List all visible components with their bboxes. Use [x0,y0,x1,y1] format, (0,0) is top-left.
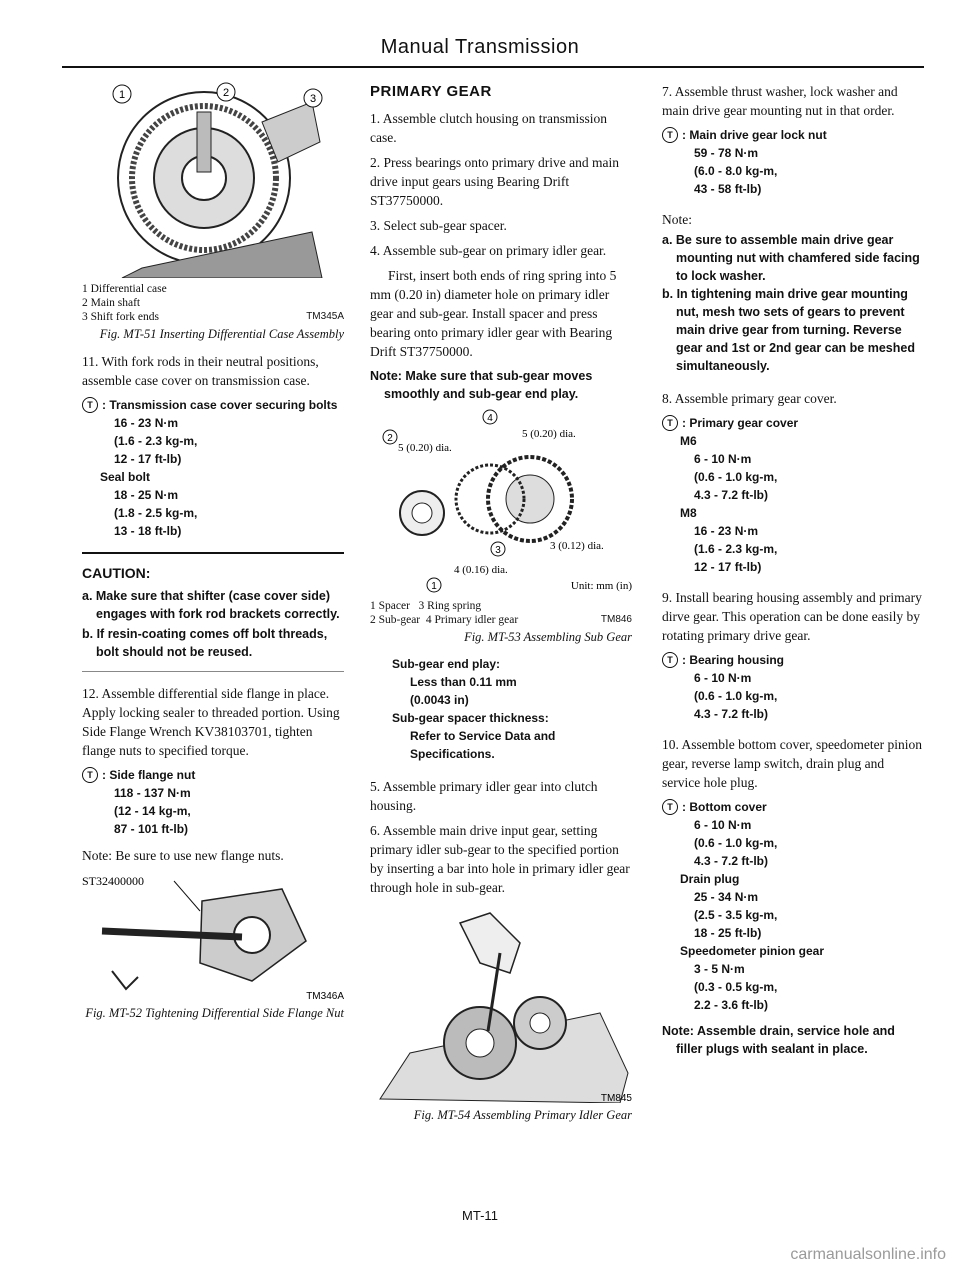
torque-icon: T [662,415,678,431]
callout-2: 2 [222,87,230,99]
legend-item: 1 Differential case [82,283,167,295]
dim-label: 3 (0.12) dia. [550,540,604,552]
figure-caption: Fig. MT-53 Assembling Sub Gear [464,630,632,644]
torque-spec: T : Bearing housing [662,651,924,669]
callout-3: 3 [495,545,501,556]
differential-case-illustration [82,82,344,278]
figure-legend [82,282,344,324]
figure-code: TM345A [306,311,344,322]
flange-wrench-illustration [82,871,344,1001]
figure-code: TM845 [600,1093,632,1103]
torque-spec: T : Main drive gear lock nut [662,126,924,144]
torque-spec: T : Transmission case cover securing bolts [82,396,344,414]
callout-1: 1 [431,581,437,592]
column-right: 7. Assemble thrust washer, lock washer and main drive gear mounting nut in that order. T : Main drive gear lock nut 59 - 78 N·m (6.0 - 8.0 kg-m, 43 - 58 ft-lb) Note: a. Be sure to assemble main drive gear mounting nut with chamfered side facing to lock washer. b. In tightening main drive gear mounting nut, mesh two sets of gears to prevent main drive gear from turning. Reverse gear and 1st or 2nd gear can be meshed simultaneously. 8. Assemble primary gear cover. T : Primary gear cover M6 6 - 10 N·m (0.6 - 1.0 kg-m, 4.3 - 7.2 ft-lb) M8 16 - 23 N·m (1.6 - 2.3 kg-m, 12 - 17 ft-lb) 9. Install bearing housing assembly and primary dirve gear. This operation can be done easily by rotating primary drive gear. T : Bearing housing 6 - 10 N·m (0.6 - 1.0 kg-m, 4.3 - 7.2 ft-lb) 10. Assemble bottom cover, speedometer pinion gear, reverse lamp switch, drain plug and service hole plug. T : Bottom cover 6 - 10 N·m (0.6 - 1.0 kg-m, 4.3 - 7.2 ft-lb) Drain plug 25 - 34 N·m (2.5 - 3.5 kg-m, 18 - 25 ft-lb) Speedometer pinion gear 3 - 5 N·m (0.3 - 0.5 kg-m, 2.2 - 3.6 ft-lb) Note: Assemble drain, service hole and filler plugs with sealant in place. [662,84,923,1056]
header-rule [62,66,924,68]
figure-mt-52 [82,871,344,1001]
dim-label: 4 (0.16) dia. [454,564,508,576]
torque-icon: T [82,767,98,783]
figure-mt-53 [370,409,632,595]
note-title: Note: [662,212,692,227]
step-2: 2. Press bearings onto primary drive and main drive input gears using Bearing Drift ST37750000. [370,155,619,208]
final-note: Note: Assemble drain, service hole and filler plugs with sealant in place. [662,1024,895,1056]
step-4-detail: First, insert both ends of ring spring into 5 mm (0.20 in) diameter hole on primary idler gear and sub-gear. Install spacer and press bearing onto primary idler gear with Bearing Drift ST37750000. [370,268,617,359]
sub-gear-illustration [370,409,632,595]
figure-caption: Fig. MT-52 Tightening Differential Side Flange Nut [85,1006,344,1020]
figure-caption: Fig. MT-51 Inserting Differential Case Assembly [99,327,344,341]
divider [82,671,344,672]
caution-rule [82,552,344,554]
torque-icon: T [82,397,98,413]
torque-spec: T : Primary gear cover [662,414,924,432]
callout-4: 4 [487,413,493,424]
step-9: 9. Install bearing housing assembly and primary dirve gear. This operation can be done easily by rotating primary drive gear. [662,590,922,643]
legend-item: 2 Main shaft [82,297,141,309]
step-12: 12. Assemble differential side flange in place. Apply locking sealer to threaded portion. Using Side Flange Wrench KV38103701, tighten flange nuts to specified torque. [82,686,340,758]
step-11: 11. With fork rods in their neutral positions, assemble case cover on transmission case. [82,354,319,388]
figure-caption: Fig. MT-54 Assembling Primary Idler Gear [413,1108,632,1122]
dim-label: 5 (0.20) dia. [522,428,576,440]
figure-mt-54 [370,903,632,1103]
sub-gear-spec: Sub-gear end play: Less than 0.11 mm (0.0043 in) Sub-gear spacer thickness: Refer to Service Data and Specifications. [392,657,556,761]
legend-item: 3 Shift fork ends [82,311,159,323]
column-middle [370,82,632,1133]
figure-code: TM346A [306,991,344,1001]
step-8: 8. Assemble primary gear cover. [662,391,837,406]
torque-icon: T [662,799,678,815]
torque-spec: T : Bottom cover [662,798,924,816]
note: Note: Make sure that sub-gear moves smoothly and sub-gear end play. [370,369,593,401]
figure-mt-51 [82,82,344,278]
tool-label: ST32400000 [82,874,145,888]
primary-idler-illustration [370,903,632,1103]
step-10: 10. Assemble bottom cover, speedometer pinion gear, reverse lamp switch, drain plug and service hole plug. [662,737,923,790]
caution-item: a. Make sure that shifter (case cover side) engages with fork rod brackets correctly. [82,589,340,621]
callout-1: 1 [118,89,126,101]
step-1: 1. Assemble clutch housing on transmission case. [370,111,607,145]
watermark: carmanualsonline.info [790,1246,946,1263]
torque-icon: T [662,652,678,668]
step-6: 6. Assemble main drive input gear, setting primary idler sub-gear to the specified portion by inserting a bar into hole in primary idler gear through hole in sub-gear. [370,823,630,895]
dim-label: 5 (0.20) dia. [398,442,452,454]
caution-item: b. If resin-coating comes off bolt threads, bolt should not be reused. [82,627,328,659]
step-5: 5. Assemble primary idler gear into clutch housing. [370,779,598,813]
column-left: 1 2 3 1 Differential case 2 Main shaft 3 Shift fork ends TM345A Fig. MT-51 Inserting Differential Case Assembly 11. With fork rods in their neutral positions, assemble case cover on transmission case. T : Transmission case cover securing bolts 16 - 23 N·m (1.6 - 2.3 kg-m, 12 - 17 ft-lb) Seal bolt 18 - 25 N·m (1.8 - 2.5 kg-m, 13 - 18 ft-lb) CAUTION: a. Make sure that shifter (case cover side) engages with fork rod brackets correctly. b. If resin-coating comes off bolt threads, bolt should not be reused. 12. Assemble differential side flange in place. Apply locking sealer to threaded portion. Using Side Flange Wrench KV38103701, tighten flange nuts to specified torque. T : Side flange nut 118 - 137 N·m (12 - 14 kg-m, 87 - 101 ft-lb) Note: Be sure to use new flange nuts. ST32400000 TM346A Fig. MT-52 Tightening Differential Side Flange Nut [82,82,344,1031]
torque-icon: T [662,127,678,143]
page-header: Manual Transmission [380,36,580,58]
step-7: 7. Assemble thrust washer, lock washer and main drive gear mounting nut in that order. [662,84,898,118]
note-item: b. In tightening main drive gear mounting nut, mesh two sets of gears to prevent main drive gear from turning. Reverse gear and 1st or 2nd gear can be meshed simultaneously. [662,287,915,373]
torque-spec: T : Side flange nut [82,766,344,784]
page-number: MT-11 [462,1208,498,1223]
figure-code: TM846 [600,614,632,625]
note: Note: Be sure to use new flange nuts. [82,848,284,863]
step-3: 3. Select sub-gear spacer. [370,218,507,233]
section-heading: PRIMARY GEAR [370,83,492,100]
unit-label: Unit: mm (in) [570,580,632,592]
figure-legend: 1 Spacer 3 Ring spring 2 Sub-gear 4 Primary idler gear TM846 [370,600,632,626]
step-4: 4. Assemble sub-gear on primary idler gear. [370,243,607,258]
callout-3: 3 [309,93,317,105]
callout-2: 2 [387,433,393,444]
note-item: a. Be sure to assemble main drive gear mounting nut with chamfered side facing to lock washer. [662,233,920,283]
caution-title: CAUTION: [82,565,151,581]
